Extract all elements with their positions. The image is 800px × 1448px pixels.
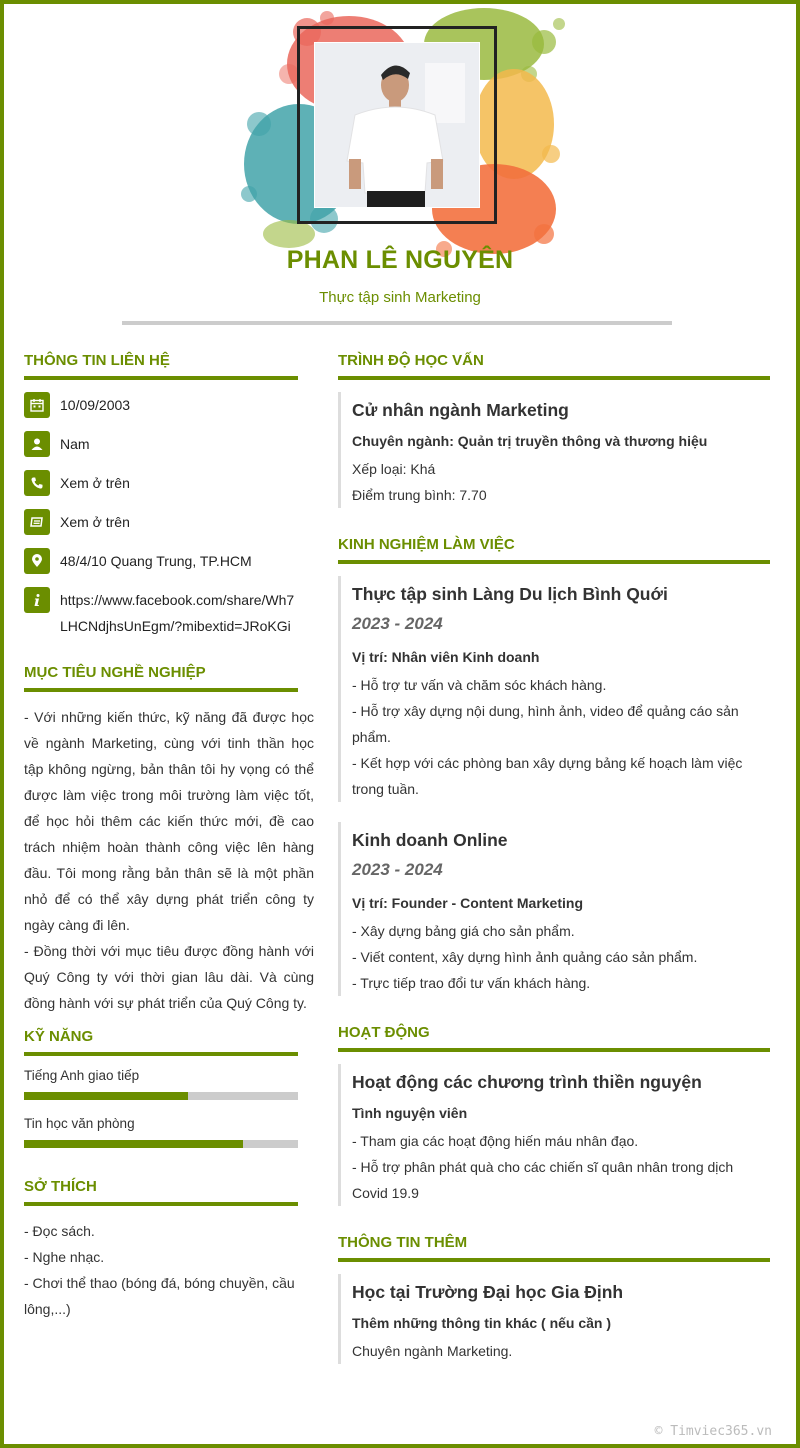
- contact-address: [24, 548, 314, 574]
- job-position: Vị trí: Founder - Content Marketing: [352, 895, 583, 911]
- activity-block: [338, 1064, 770, 1206]
- extra-block: [338, 1274, 770, 1364]
- contact-section-title: THÔNG TIN LIÊN HỆ: [24, 352, 298, 380]
- extra-line: Chuyên ngành Marketing.: [352, 1343, 513, 1359]
- skill-bar: [24, 1092, 298, 1100]
- job-duty: - Viết content, xây dựng hình ảnh quảng cáo sản phẩm.: [352, 949, 698, 965]
- hobby-item: - Chơi thể thao (bóng đá, bóng chuyền, cầu lông,...): [24, 1275, 295, 1317]
- job-years: 2023 - 2024: [352, 614, 443, 633]
- extra-heading: Học tại Trường Đại học Gia Định: [352, 1282, 624, 1302]
- experience-block: [338, 822, 770, 996]
- job-position: Vị trí: Nhân viên Kinh doanh: [352, 649, 540, 665]
- skill-name: Tiếng Anh giao tiếp: [24, 1068, 140, 1083]
- experience-section-title: KINH NGHIỆM LÀM VIỆC: [338, 536, 770, 564]
- email-icon: [24, 509, 50, 535]
- right-column: [338, 352, 770, 1384]
- activity-role: Tình nguyện viên: [352, 1105, 468, 1121]
- objective-section-title: MỤC TIÊU NGHỀ NGHIỆP: [24, 664, 298, 692]
- left-column: [24, 352, 314, 1322]
- contact-email-value: Xem ở trên: [60, 514, 130, 530]
- education-line: Điểm trung bình: 7.70: [352, 487, 487, 503]
- job-company: Kinh doanh Online: [352, 830, 508, 850]
- contact-list: [24, 392, 314, 639]
- contact-address-value: 48/4/10 Quang Trung, TP.HCM: [60, 553, 252, 569]
- contact-birthday-value: 10/09/2003: [60, 397, 131, 413]
- info-icon: [24, 587, 50, 613]
- candidate-role: Thực tập sinh Marketing: [319, 289, 481, 306]
- watermark: © Timviec365.vn: [654, 1424, 772, 1439]
- contact-phone-value: Xem ở trên: [60, 475, 130, 491]
- extra-sub: Thêm những thông tin khác ( nếu cần ): [352, 1315, 612, 1331]
- header-divider: [122, 321, 672, 325]
- contact-facebook: [24, 587, 314, 639]
- experience-block: [338, 576, 770, 802]
- skill-bar-fill: [24, 1140, 243, 1148]
- hobby-list: [24, 1218, 314, 1322]
- contact-gender: [24, 431, 314, 457]
- education-section-title: TRÌNH ĐỘ HỌC VẤN: [338, 352, 770, 380]
- activities-section-title: HOẠT ĐỘNG: [338, 1024, 770, 1052]
- activity-name: Hoạt động các chương trình thiền nguyện: [352, 1072, 702, 1092]
- objective-paragraph: - Với những kiến thức, kỹ năng đã được học về ngành Marketing, cùng với tinh thần học tập không ngừng, bản thân tôi hy vọng có thể được làm việc trong môi trường làm việc tốt, để học hỏi thêm các kiến thức mới, đề cao trách nhiệm hoàn thành công việc lên hàng đầu. Tôi mong rằng bản thân sẽ là một phần nhỏ để có thể xây dựng phát triển công ty ngày càng đi lên.: [24, 709, 314, 933]
- job-duty: - Hỗ trợ tư vấn và chăm sóc khách hàng.: [352, 677, 607, 693]
- job-duty: - Hỗ trợ xây dựng nội dung, hình ảnh, video để quảng cáo sản phẩm.: [352, 703, 739, 745]
- objective-paragraph: - Đồng thời với mục tiêu được đồng hành với Quý Công ty với thời gian lâu dài. Và cùng đồng hành với sự phát triển của Quý Công ty.: [24, 943, 314, 1011]
- profile-photo: [314, 42, 480, 208]
- contact-birthday: [24, 392, 314, 418]
- job-duty: - Xây dựng bảng giá cho sản phẩm.: [352, 923, 575, 939]
- contact-email: [24, 509, 314, 535]
- hobby-item: - Đọc sách.: [24, 1223, 95, 1239]
- skill-bar-fill: [24, 1092, 188, 1100]
- phone-icon: [24, 470, 50, 496]
- activity-line: - Tham gia các hoạt động hiến máu nhân đạo.: [352, 1133, 639, 1149]
- calendar-icon: [24, 392, 50, 418]
- education-major: Chuyên ngành: Quản trị truyền thông và thương hiệu: [352, 433, 708, 449]
- contact-facebook-link[interactable]: https://www.facebook.com/share/Wh7LHCNdjhsUnEgm/?mibextid=JRoKGi: [60, 592, 295, 634]
- activity-line: - Hỗ trợ phân phát quà cho các chiến sĩ quân nhân trong dịch Covid 19.9: [352, 1159, 734, 1201]
- skills-section-title: KỸ NĂNG: [24, 1028, 298, 1056]
- objective-text: [24, 704, 314, 1016]
- skill-name: Tin học văn phòng: [24, 1116, 135, 1131]
- skills-list: [24, 1068, 314, 1148]
- candidate-name: PHAN LÊ NGUYÊN: [286, 246, 514, 274]
- location-icon: [24, 548, 50, 574]
- job-duty: - Trực tiếp trao đổi tư vấn khách hàng.: [352, 975, 591, 991]
- education-block: [338, 392, 770, 508]
- job-years: 2023 - 2024: [352, 860, 443, 879]
- hobby-item: - Nghe nhạc.: [24, 1249, 105, 1265]
- user-icon: [24, 431, 50, 457]
- contact-phone: [24, 470, 314, 496]
- contact-gender-value: Nam: [60, 436, 90, 452]
- job-company: Thực tập sinh Làng Du lịch Bình Quới: [352, 584, 668, 604]
- skill-bar: [24, 1140, 298, 1148]
- extra-section-title: THÔNG TIN THÊM: [338, 1234, 770, 1262]
- hobbies-section-title: SỞ THÍCH: [24, 1178, 298, 1206]
- education-line: Xếp loại: Khá: [352, 461, 436, 477]
- education-degree: Cử nhân ngành Marketing: [352, 400, 569, 420]
- job-duty: - Kết hợp với các phòng ban xây dựng bảng kế hoạch làm việc trong tuần.: [352, 755, 743, 797]
